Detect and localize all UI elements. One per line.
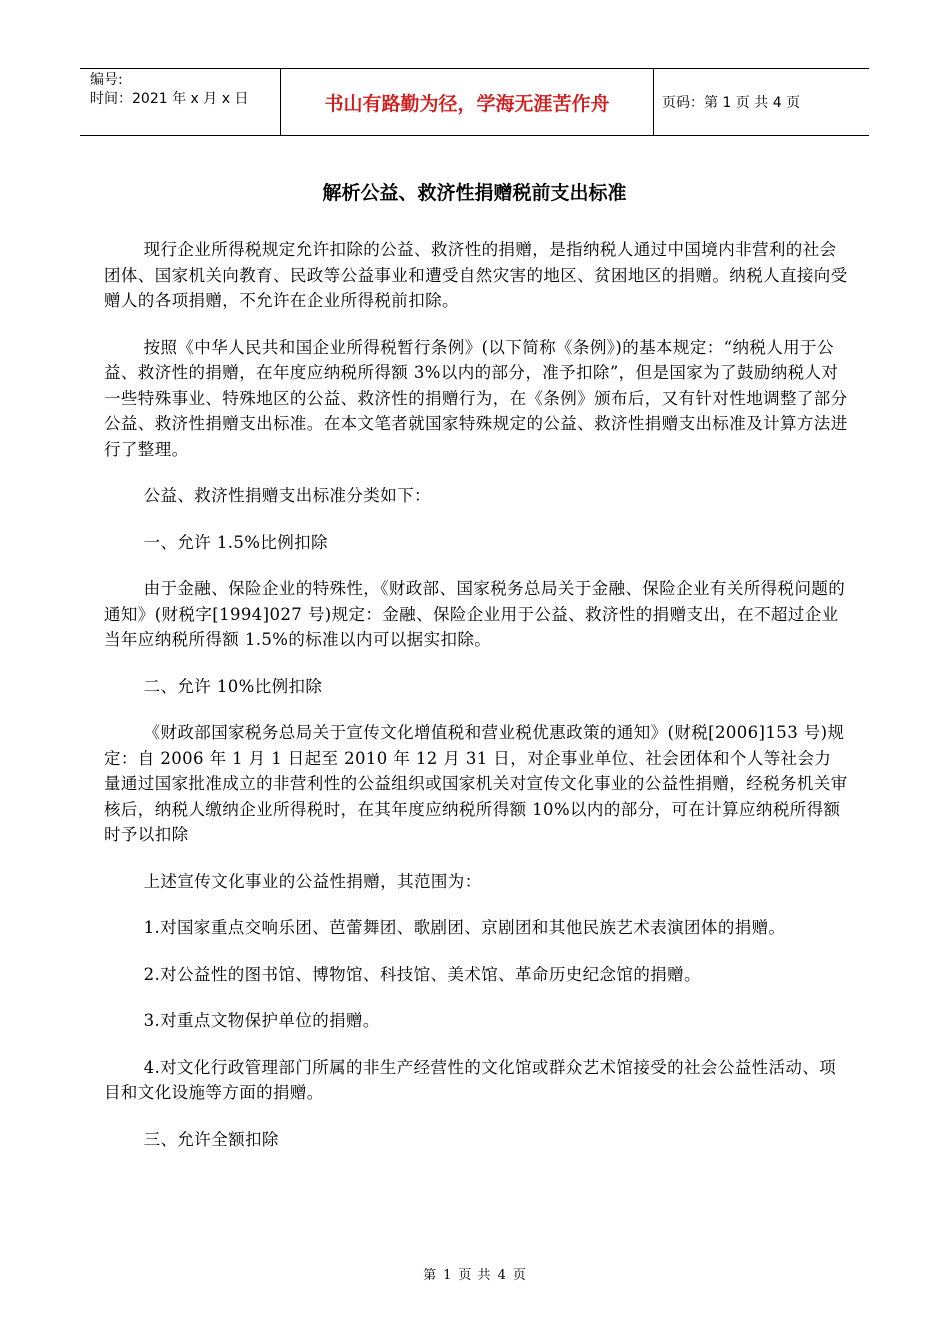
- paragraph: 按照《中华人民共和国企业所得税暂行条例》(以下简称《条例》)的基本规定：“纳税人用于公益、救济性的捐赠，在年度应纳税所得额 3%以内的部分，准予扣除”，但是国家为了鼓励纳税人对一些特殊事业、特殊地区的公益、救济性的捐赠行为，在《条例》颁布后，又有针对性地调整了部分公益、救济性捐赠支出标准。在本文笔者就国家特殊规定的公益、救济性捐赠支出标准及计算方法进行了整理。: [104, 337, 848, 459]
- list-item: 4.对文化行政管理部门所属的非生产经营性的文化馆或群众艺术馆接受的社会公益性活动、项目和文化设施等方面的捐赠。: [104, 1057, 837, 1102]
- section-heading: 二、允许 10%比例扣除: [143, 676, 323, 696]
- section-heading: 三、允许全额扣除: [143, 1129, 279, 1149]
- footer-mid: 页 共: [458, 1268, 492, 1283]
- paragraph: 上述宣传文化事业的公益性捐赠，其范围为：: [143, 871, 482, 891]
- section-heading: 一、允许 1.5%比例扣除: [143, 532, 328, 552]
- paragraph: 《财政部国家税务总局关于宣传文化增值税和营业税优惠政策的通知》(财税[2006]153 号)规定：自 2006 年 1 月 1 日起至 2010 年 12 月 31 日，对企事业单位、社会团体和个人等社会力量通过国家批准成立的非营利性的公益组织或国家机关对宣传文化事业的公益性捐赠，经税务机关审核后，纳税人缴纳企业所得税时，在其年度应纳税所得额 10%以内的部分，可在计算应纳税所得额时予以扣除: [104, 723, 848, 844]
- paragraph: 现行企业所得税规定允许扣除的公益、救济性的捐赠，是指纳税人通过中国境内非营利的社会团体、国家机关向教育、民政等公益事业和遭受自然灾害的地区、贫困地区的捐赠。纳税人直接向受赠人的各项捐赠，不允许在企业所得税前扣除。: [104, 240, 848, 310]
- list-item: 1.对国家重点交响乐团、芭蕾舞团、歌剧团、京剧团和其他民族艺术表演团体的捐赠。: [143, 918, 786, 937]
- footer-total-pages: 4: [497, 1268, 507, 1283]
- footer-suffix: 页: [512, 1268, 527, 1283]
- header-meta: [80, 69, 280, 135]
- document-body: [104, 237, 848, 1173]
- list-item: 2.对公益性的图书馆、博物馆、科技馆、美术馆、革命历史纪念馆的捐赠。: [143, 964, 701, 984]
- page-footer: [0, 1264, 950, 1283]
- list-item: 3.对重点文物保护单位的捐赠。: [143, 1011, 380, 1030]
- date-line: 时间：2021 年 x 月 x 日: [90, 91, 249, 107]
- header-motto: 书山有路勤为径，学海无涯苦作舟: [280, 69, 654, 135]
- paragraph: 由于金融、保险企业的特殊性，《财政部、国家税务总局关于金融、保险企业有关所得税问题的通知》(财税字[1994]027 号)规定：金融、保险企业用于公益、救济性的捐赠支出，在不超过企业当年应纳税所得额 1.5%的标准以内可以据实扣除。: [104, 579, 846, 649]
- footer-current-page: 1: [443, 1268, 453, 1283]
- serial-label: 编号:: [90, 72, 123, 88]
- header-page-info: 页码：第 1 页 共 4 页: [662, 95, 801, 111]
- paragraph: 公益、救济性捐赠支出标准分类如下：: [143, 486, 431, 505]
- document-title: 解析公益、救济性捐赠税前支出标准: [322, 182, 627, 204]
- page-header: [80, 68, 869, 136]
- footer-prefix: 第: [423, 1268, 438, 1283]
